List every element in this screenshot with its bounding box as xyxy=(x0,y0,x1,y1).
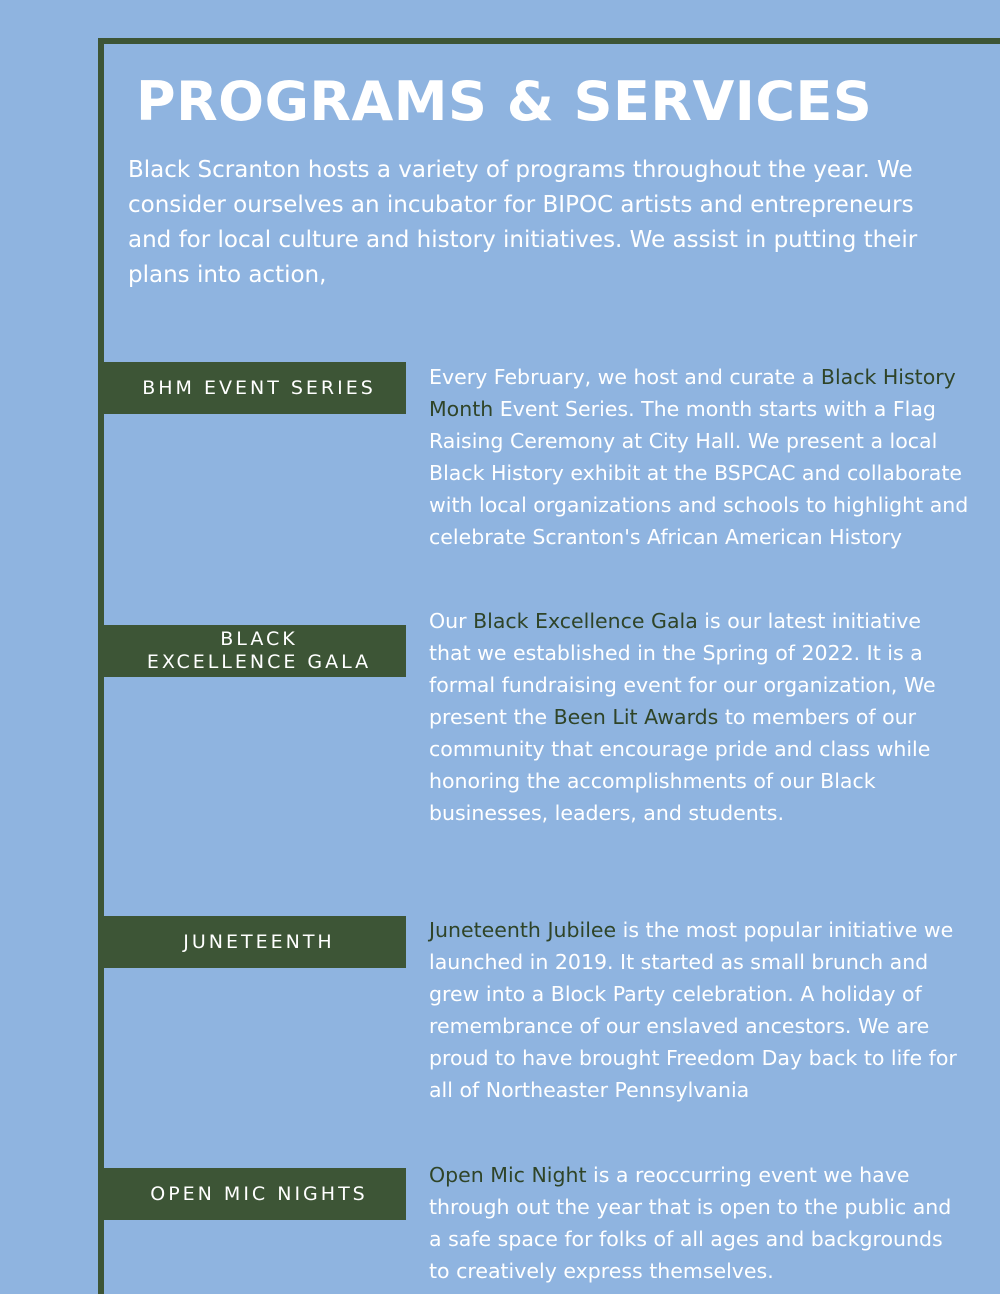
highlight-juneteenth-jubilee: Juneteenth Jubilee xyxy=(429,918,617,942)
program-label-text: OPEN MIC NIGHTS xyxy=(150,1182,368,1205)
program-label-bhm-event-series xyxy=(104,362,406,414)
program-description-gala xyxy=(429,605,969,829)
highlight-open-mic-night: Open Mic Night xyxy=(429,1163,587,1187)
program-label-open-mic-nights xyxy=(104,1168,406,1220)
highlight-black-history-month: Black History Month xyxy=(429,365,956,421)
program-label-line: BLACK xyxy=(220,628,298,650)
program-description-juneteenth xyxy=(429,914,969,1106)
description-text: is a reoccurring event we have through out the year that is open to the public and a safe space for folks of all ages and backgrounds to creatively express themselves. xyxy=(429,1163,952,1283)
program-label-juneteenth xyxy=(104,916,406,968)
program-label-text xyxy=(147,628,371,674)
highlight-black-excellence-gala: Black Excellence Gala xyxy=(473,609,698,633)
program-description-bhm xyxy=(429,361,969,553)
program-label-text: BHM EVENT SERIES xyxy=(142,376,376,399)
program-description-open-mic xyxy=(429,1159,969,1287)
description-text: Event Series. The month starts with a Flag Raising Ceremony at City Hall. We present a local Black History exhibit at the BSPCAC and collaborate with local organizations and schools to highlight and celebrate Scranton's African American History xyxy=(429,397,969,549)
description-text: Every February, we host and curate a xyxy=(429,365,821,389)
description-text: is the most popular initiative we launched in 2019. It started as small brunch and grew into a Block Party celebration. A holiday of remembrance of our enslaved ancestors. We are proud to have brought Freedom Day back to life for all of Northeaster Pennsylvania xyxy=(429,918,957,1102)
program-label-black-excellence-gala xyxy=(104,625,406,677)
description-text: Our xyxy=(429,609,474,633)
description-text: to members of our community that encourage pride and class while honoring the accomplishments of our Black businesses, leaders, and students. xyxy=(429,705,931,825)
description-text: is our latest initiative that we established in the Spring of 2022. It is a formal fundraising event for our organization, We present the xyxy=(429,609,936,729)
intro-paragraph: Black Scranton hosts a variety of programs throughout the year. We consider ourselves an incubator for BIPOC artists and entrepreneurs and for local culture and history initiatives. We assist in putting their plans into action, xyxy=(128,157,918,288)
page-title: PROGRAMS & SERVICES xyxy=(136,70,873,133)
highlight-been-lit-awards: Been Lit Awards xyxy=(553,705,719,729)
program-label-line: EXCELLENCE GALA xyxy=(146,651,372,673)
program-label-text: JUNETEENTH xyxy=(183,930,335,953)
frame-top-border xyxy=(98,38,1000,44)
